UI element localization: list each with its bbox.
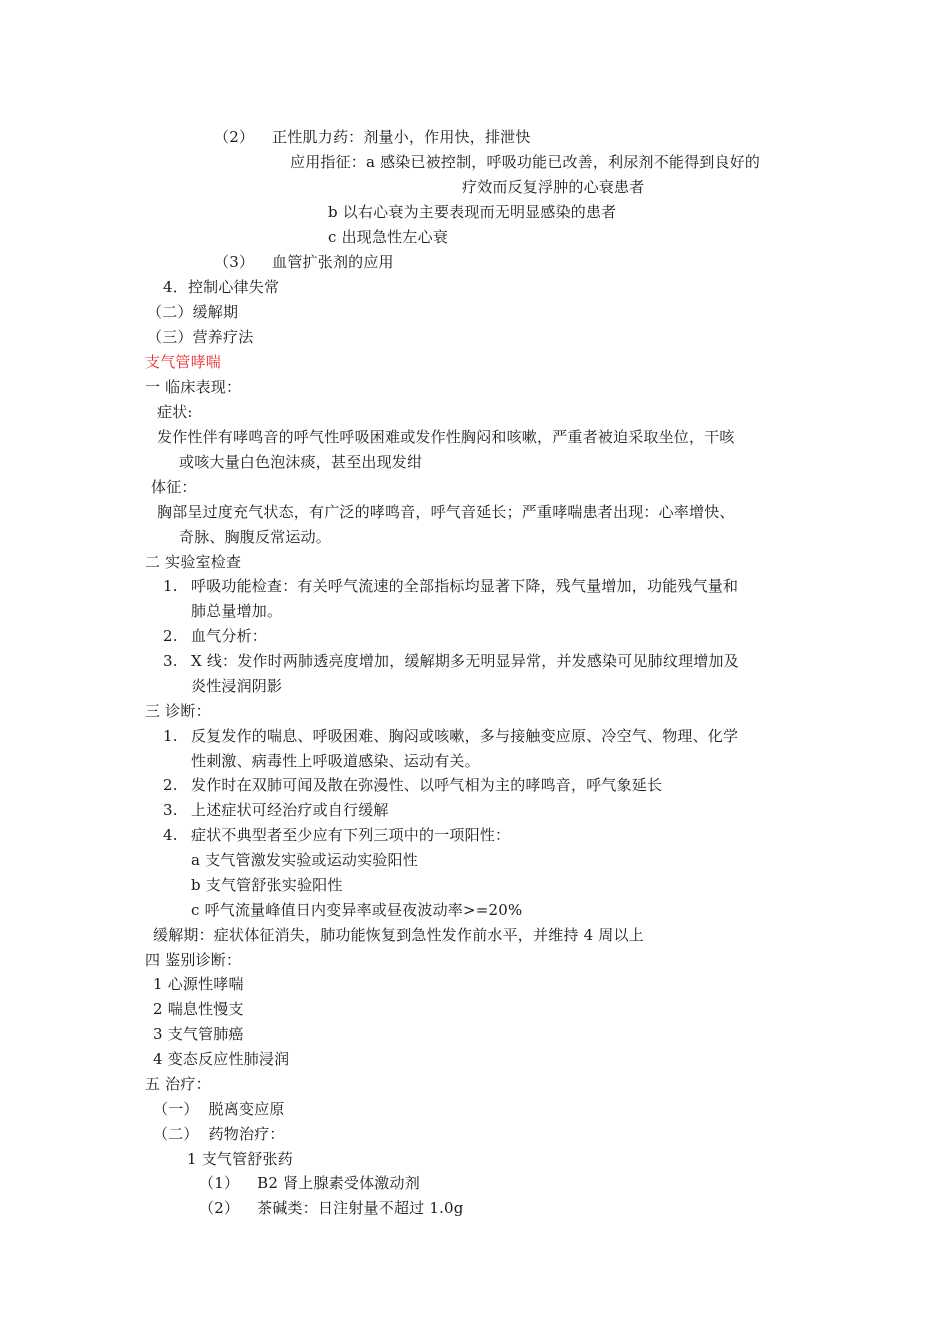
list-item: 1 心源性哮喘 bbox=[153, 975, 244, 993]
text-line: 性刺激、病毒性上呼吸道感染、运动有关。 bbox=[191, 752, 480, 770]
text-line: b 支气管舒张实验阳性 bbox=[191, 876, 343, 894]
text-line: （二）缓解期 bbox=[147, 303, 239, 321]
item-number: （2） bbox=[199, 1199, 240, 1217]
item-text: 脱离变应原 bbox=[208, 1100, 285, 1118]
item-text: 血管扩张剂的应用 bbox=[272, 253, 394, 271]
subheading: 体征： bbox=[151, 478, 197, 496]
list-item: X 线：发作时两肺透亮度增加，缓解期多无明显异常，并发感染可见肺纹理增加及 bbox=[191, 652, 739, 670]
text-line: （三）营养疗法 bbox=[147, 328, 254, 346]
text-line: 炎性浸润阴影 bbox=[191, 677, 283, 695]
text-line: 4．控制心律失常 bbox=[163, 278, 280, 296]
text-line: 缓解期：症状体征消失，肺功能恢复到急性发作前水平，并维持 4 周以上 bbox=[153, 926, 644, 944]
item-number: （2） bbox=[214, 128, 255, 146]
list-item: 发作时在双肺可闻及散在弥漫性、以呼气相为主的哮鸣音，呼气象延长 bbox=[191, 776, 663, 794]
list-item: 呼吸功能检查：有关呼气流速的全部指标均显著下降，残气量增加，功能残气量和 bbox=[191, 577, 739, 595]
text-line: a 支气管激发实验或运动实验阳性 bbox=[191, 851, 418, 869]
item-text: 药物治疗： bbox=[208, 1125, 285, 1143]
list-item: 4 变态反应性肺浸润 bbox=[153, 1050, 290, 1068]
list-item: 3 支气管肺癌 bbox=[153, 1025, 244, 1043]
item-number: 4. bbox=[163, 826, 178, 844]
list-item bbox=[153, 1122, 285, 1146]
item-text: 茶碱类：日注射量不超过 1.0g bbox=[257, 1199, 464, 1217]
heading: 一 临床表现： bbox=[145, 378, 242, 396]
list-item bbox=[214, 125, 531, 149]
list-item bbox=[199, 1196, 464, 1220]
text-line: 应用指征：a 感染已被控制，呼吸功能已改善，利尿剂不能得到良好的 bbox=[290, 153, 761, 171]
item-text: B2 肾上腺素受体激动剂 bbox=[257, 1174, 420, 1192]
item-number: 2. bbox=[163, 627, 178, 645]
heading: 三 诊断： bbox=[145, 702, 211, 720]
list-item: 血气分析： bbox=[191, 627, 268, 645]
item-number: 3. bbox=[163, 801, 178, 819]
list-item bbox=[153, 1097, 285, 1121]
subheading: 症状: bbox=[157, 403, 193, 421]
text-line: c 呼气流量峰值日内变异率或昼夜波动率>=20% bbox=[191, 901, 523, 919]
item-number: 2. bbox=[163, 776, 178, 794]
list-item bbox=[214, 250, 394, 274]
text-line: 肺总量增加。 bbox=[191, 602, 283, 620]
text-line: 发作性伴有哮鸣音的呼气性呼吸困难或发作性胸闷和咳嗽，严重者被迫采取坐位，干咳 bbox=[157, 428, 735, 446]
item-number: （3） bbox=[214, 253, 255, 271]
text-line: 或咳大量白色泡沫痰，甚至出现发绀 bbox=[179, 453, 423, 471]
item-number: （二） bbox=[153, 1125, 199, 1143]
text-line: b 以右心衰为主要表现而无明显感染的患者 bbox=[328, 203, 617, 221]
text-line: 奇脉、胸腹反常运动。 bbox=[179, 528, 332, 546]
item-text: 正性肌力药：剂量小，作用快，排泄快 bbox=[272, 128, 531, 146]
list-item: 1 支气管舒张药 bbox=[187, 1150, 293, 1168]
list-item bbox=[199, 1171, 420, 1195]
heading: 二 实验室检查 bbox=[145, 553, 242, 571]
text-line: 胸部呈过度充气状态，有广泛的哮鸣音，呼气音延长；严重哮喘患者出现：心率增快、 bbox=[157, 503, 735, 521]
list-item: 2 喘息性慢支 bbox=[153, 1000, 244, 1018]
item-number: 1. bbox=[163, 577, 178, 595]
list-item: 反复发作的喘息、呼吸困难、胸闷或咳嗽，多与接触变应原、冷空气、物理、化学 bbox=[191, 727, 739, 745]
list-item: 症状不典型者至少应有下列三项中的一项阳性： bbox=[191, 826, 511, 844]
text-line: c 出现急性左心衰 bbox=[328, 228, 448, 246]
text-line: 疗效而反复浮肿的心衰患者 bbox=[462, 178, 645, 196]
heading: 五 治疗： bbox=[145, 1075, 211, 1093]
item-number: 1. bbox=[163, 727, 178, 745]
section-title: 支气管哮喘 bbox=[145, 353, 222, 371]
item-number: 3. bbox=[163, 652, 178, 670]
item-number: （1） bbox=[199, 1174, 240, 1192]
item-number: （一） bbox=[153, 1100, 199, 1118]
heading: 四 鉴别诊断： bbox=[145, 951, 242, 969]
list-item: 上述症状可经治疗或自行缓解 bbox=[191, 801, 389, 819]
